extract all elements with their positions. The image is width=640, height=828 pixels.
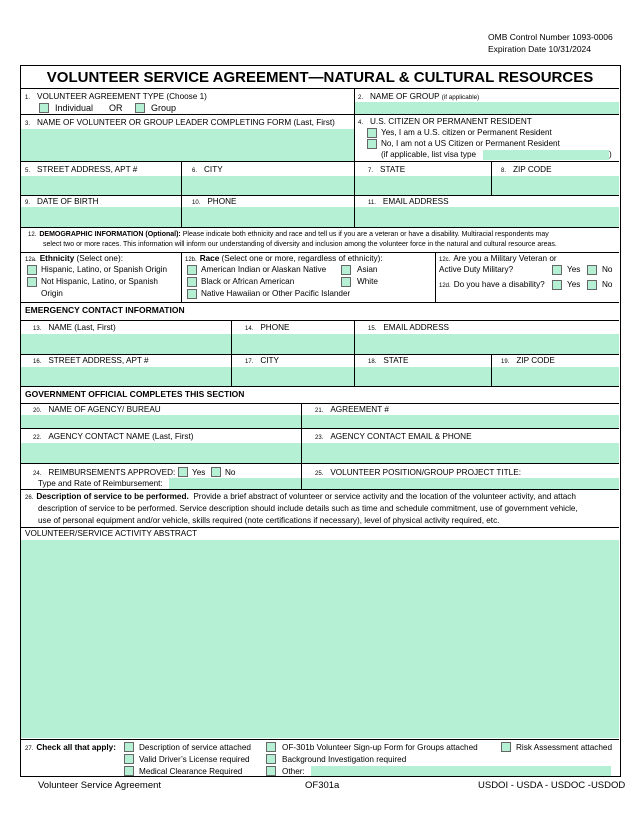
field-24-label: 24. REIMBURSEMENTS APPROVED: [33, 468, 176, 477]
of301b-attached-label: OF-301b Volunteer Sign-up Form for Groups attached [282, 743, 478, 752]
street-address-input[interactable] [21, 176, 181, 195]
date-of-birth-input[interactable] [21, 207, 181, 227]
field-18-label: 18. STATE [368, 356, 409, 365]
field-12c-label-2: Active Duty Military? [439, 265, 514, 274]
citizen-no-checkbox[interactable] [367, 139, 377, 149]
field-23-label: 23. AGENCY CONTACT EMAIL & PHONE [315, 432, 472, 441]
field-14-label: 14. PHONE [245, 323, 290, 332]
not-hispanic-label: Not Hispanic, Latino, or Spanish [41, 277, 158, 286]
not-hispanic-label-cont: Origin [41, 289, 63, 298]
hispanic-label: Hispanic, Latino, or Spanish Origin [41, 265, 168, 274]
field-12-desc-1: Please indicate both ethnicity and race and tell us if you are a veteran or have a disability. Multiracial respondents may [182, 231, 549, 238]
position-title-input[interactable] [302, 478, 619, 489]
emergency-street-input[interactable] [21, 367, 231, 386]
field-27-label: 27. Check all that apply: [25, 743, 116, 752]
reimbursement-type-label: Type and Rate of Reimbursement: [38, 479, 163, 488]
email-address-input[interactable] [355, 207, 619, 227]
black-checkbox[interactable] [187, 277, 197, 287]
description-attached-checkbox[interactable] [124, 742, 134, 752]
asian-checkbox[interactable] [341, 265, 351, 275]
other-checkbox[interactable] [266, 766, 276, 776]
emergency-name-input[interactable] [21, 334, 231, 354]
visa-close-paren: ) [609, 150, 612, 159]
disability-no-checkbox[interactable] [587, 280, 597, 290]
footer-form-number: OF301a [305, 780, 340, 791]
field-22-label: 22. AGENCY CONTACT NAME (Last, First) [33, 432, 194, 441]
risk-assessment-label: Risk Assessment attached [516, 743, 613, 752]
field-19-label: 19. ZIP CODE [501, 356, 555, 365]
field-1-label: 1. VOLUNTEER AGREEMENT TYPE (Choose 1) [25, 92, 207, 101]
group-label: Group [151, 103, 177, 113]
emergency-contact-header: EMERGENCY CONTACT INFORMATION [25, 305, 185, 315]
agency-contact-email-input[interactable] [302, 443, 619, 463]
state-input[interactable] [355, 176, 491, 195]
activity-abstract-label: VOLUNTEER/SERVICE ACTIVITY ABSTRACT [25, 529, 198, 538]
medical-clearance-label: Medical Clearance Required [139, 767, 243, 776]
other-input[interactable] [311, 766, 611, 776]
citizen-yes-label: Yes, I am a U.S. citizen or Permanent Resident [381, 128, 552, 137]
white-label: White [357, 277, 378, 286]
emergency-zip-input[interactable] [492, 367, 619, 386]
field-13-label: 13. NAME (Last, First) [33, 323, 116, 332]
individual-checkbox[interactable] [39, 103, 49, 113]
disability-yes-checkbox[interactable] [552, 280, 562, 290]
field-12c-label: 12c. Are you a Military Veteran or [439, 254, 557, 263]
reimbursement-yes-checkbox[interactable] [178, 467, 188, 477]
black-label: Black or African American [201, 277, 295, 286]
field-3-label: 3. NAME OF VOLUNTEER OR GROUP LEADER COMPLETING FORM (Last, First) [25, 118, 335, 127]
field-26-heading: 26. Description of service to be performed. Provide a brief abstract of volunteer or service activity and the location of the volunteer activity, and attach [25, 492, 576, 501]
field-21-label: 21. AGREEMENT # [315, 405, 389, 414]
field-4-label: 4. U.S. CITIZEN OR PERMANENT RESIDENT [358, 117, 532, 126]
field-25-label: 25. VOLUNTEER POSITION/GROUP PROJECT TITLE: [315, 468, 521, 477]
field-26-desc-3: use of personal equipment and/or vehicle, skills required (note certifications if necessary), level of physical activity required, etc. [38, 516, 500, 525]
american-indian-label: American Indian or Alaskan Native [201, 265, 327, 274]
field-16-label: 16. STREET ADDRESS, APT # [33, 356, 149, 365]
reimbursement-no-label: No [225, 468, 236, 477]
agency-contact-name-input[interactable] [21, 443, 301, 463]
phone-input[interactable] [182, 207, 354, 227]
visa-type-input[interactable] [483, 150, 609, 160]
field-5-label: 5. STREET ADDRESS, APT # [25, 165, 138, 174]
group-name-input[interactable] [355, 102, 619, 114]
reimbursement-yes-label: Yes [192, 468, 206, 477]
form-title: VOLUNTEER SERVICE AGREEMENT—NATURAL & CULTURAL RESOURCES [21, 66, 619, 89]
field-8-label: 8. ZIP CODE [501, 165, 552, 174]
hispanic-checkbox[interactable] [27, 265, 37, 275]
field-6-label: 6. CITY [192, 165, 223, 174]
veteran-yes-label: Yes [567, 265, 581, 274]
omb-control-number: OMB Control Number 1093-0006 [488, 32, 613, 42]
government-section-header: GOVERNMENT OFFICIAL COMPLETES THIS SECTION [25, 389, 245, 399]
activity-abstract-textarea[interactable] [21, 540, 619, 738]
field-15-label: 15. EMAIL ADDRESS [368, 323, 450, 332]
field-12a-label: 12a. Ethnicity (Select one): [25, 254, 123, 263]
reimbursement-no-checkbox[interactable] [211, 467, 221, 477]
field-7-label: 7. STATE [368, 165, 406, 174]
agency-name-input[interactable] [21, 415, 301, 428]
omb-expiration-date: Expiration Date 10/31/2024 [488, 44, 592, 54]
field-12-desc-2: select two or more races. This information will inform our understanding of diversity and inclusion among the volunteer force in the natural and cultural resource areas. [43, 241, 557, 248]
native-hawaiian-label: Native Hawaiian or Other Pacific Islander [201, 289, 351, 298]
field-9-label: 9. DATE OF BIRTH [25, 197, 99, 206]
not-hispanic-checkbox[interactable] [27, 277, 37, 287]
volunteer-name-input[interactable] [21, 129, 354, 161]
field-11-label: 11. EMAIL ADDRESS [368, 197, 449, 206]
background-investigation-checkbox[interactable] [266, 754, 276, 764]
emergency-state-input[interactable] [355, 367, 491, 386]
city-input[interactable] [182, 176, 354, 195]
veteran-no-label: No [602, 265, 613, 274]
drivers-license-checkbox[interactable] [124, 754, 134, 764]
citizen-yes-checkbox[interactable] [367, 128, 377, 138]
field-26-desc-2: description of service to be performed. Service description should include details such as time and schedule commitment, use of government vehicle, [38, 504, 578, 513]
description-attached-label: Description of service attached [139, 743, 251, 752]
veteran-no-checkbox[interactable] [587, 265, 597, 275]
volunteer-agreement-form [20, 65, 621, 777]
field-2-label: 2. NAME OF GROUP (if applicable) [358, 92, 480, 101]
background-investigation-label: Background Investigation required [282, 755, 407, 764]
risk-assessment-checkbox[interactable] [501, 742, 511, 752]
footer-agencies: USDOI - USDA - USDOC -USDOD [478, 780, 626, 791]
field-12d-label: 12d. Do you have a disability? [439, 280, 545, 289]
field-12-heading: 12. DEMOGRAPHIC INFORMATION (Optional): Please indicate both ethnicity and race and tell us if you are a veteran or have a disability. Multiracial respondents may [28, 231, 549, 238]
disability-no-label: No [602, 280, 613, 289]
veteran-yes-checkbox[interactable] [552, 265, 562, 275]
field-17-label: 17. CITY [245, 356, 279, 365]
american-indian-checkbox[interactable] [187, 265, 197, 275]
field-26-desc-1: Provide a brief abstract of volunteer or service activity and the location of the volunteer activity, and attach [193, 492, 576, 501]
zip-code-input[interactable] [492, 176, 619, 195]
emergency-email-input[interactable] [355, 334, 619, 354]
white-checkbox[interactable] [341, 277, 351, 287]
field-12b-label: 12b. Race (Select one or more, regardless of ethnicity): [185, 254, 383, 263]
or-label: OR [109, 103, 123, 113]
drivers-license-label: Valid Driver’s License required [139, 755, 250, 764]
emergency-phone-input[interactable] [232, 334, 354, 354]
citizen-no-label: No, I am not a US Citizen or Permanent Resident [381, 139, 560, 148]
native-hawaiian-checkbox[interactable] [187, 289, 197, 299]
agreement-number-input[interactable] [302, 415, 619, 428]
footer-form-name: Volunteer Service Agreement [38, 780, 162, 791]
of301b-attached-checkbox[interactable] [266, 742, 276, 752]
field-10-label: 10. PHONE [192, 197, 237, 206]
omb-info [488, 31, 613, 55]
disability-yes-label: Yes [567, 280, 581, 289]
reimbursement-type-input[interactable] [169, 478, 301, 489]
emergency-city-input[interactable] [232, 367, 354, 386]
other-label: Other: [282, 767, 305, 776]
asian-label: Asian [357, 265, 378, 274]
medical-clearance-checkbox[interactable] [124, 766, 134, 776]
visa-type-label: (if applicable, list visa type [381, 150, 477, 159]
individual-label: Individual [55, 103, 94, 113]
group-checkbox[interactable] [135, 103, 145, 113]
field-20-label: 20. NAME OF AGENCY/ BUREAU [33, 405, 161, 414]
